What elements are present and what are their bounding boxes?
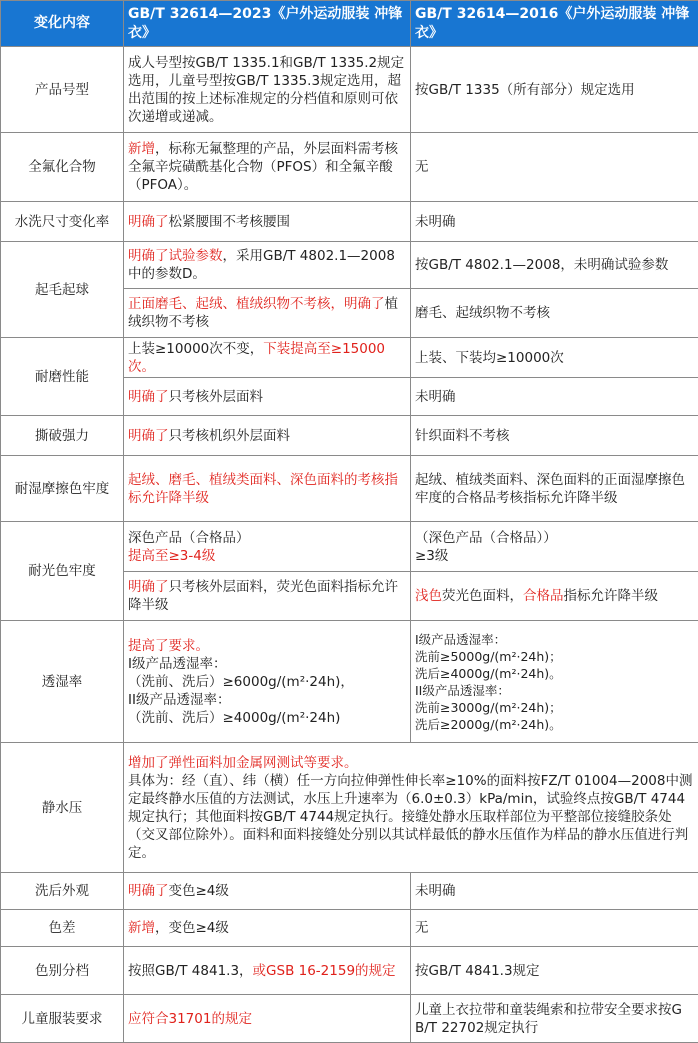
cell-text: ，采用GB/T 4802.1—2008中的参数D。 <box>128 248 395 282</box>
cell-text: 只考核外层面料，荧光色面料指标允许降半级 <box>128 579 398 613</box>
cell-text: II级产品透湿率： <box>128 691 231 708</box>
row-label: 水洗尺寸变化率 <box>1 202 124 242</box>
header-old-standard: GB/T 32614—2016《户外运动服装 冲锋衣》 <box>411 1 698 47</box>
row-label: 撕破强力 <box>1 416 124 456</box>
new-standard-cell <box>124 338 411 378</box>
highlight-text: 新增 <box>128 141 155 157</box>
table-row <box>1 947 698 995</box>
cell-text: 只考核机织外层面料 <box>168 427 290 444</box>
cell-text: 具体为：经（直）、纬（横）任一方向拉伸弹性伸长率≥10%的面料按FZ/T 01004—2008中测定最终静水压值的方法测试，水压上升速率为（6.0±0.3）kPa/min，试验终点按GB/T 4744规定执行；其他面料按GB/T 4744规定执行。接缝处静水压取样部位为平整部位接缝胶条处（交叉部位除外）。面料和面料接缝处分别以其试样最低的静水压值作为样品的静水压值进行判定。 <box>128 772 693 861</box>
new-standard-cell <box>124 873 411 910</box>
table-row <box>1 133 698 202</box>
header-new-standard: GB/T 32614—2023《户外运动服装 冲锋衣》 <box>124 1 411 47</box>
new-standard-cell <box>124 456 411 522</box>
new-standard-cell <box>124 289 411 338</box>
cell-text: （洗前、洗后）≥4000g/(m²·24h) <box>128 709 341 726</box>
cell-text: 植绒织物不考核 <box>128 296 398 330</box>
old-standard-cell: 无 <box>411 910 698 947</box>
new-standard-cell <box>124 242 411 289</box>
cell-text: ≥3级 <box>415 547 449 564</box>
highlight-text: 下装提高至≥15000次。 <box>128 340 386 375</box>
table-row <box>1 242 698 289</box>
highlight-text: 或GSB 16-2159的规定 <box>252 962 396 979</box>
table-row <box>1 621 698 743</box>
old-standard-cell: 按GB/T 4802.1—2008，未明确试验参数 <box>411 242 698 289</box>
row-label: 全氟化合物 <box>1 133 124 202</box>
highlight-text: 明确了试验参数 <box>128 248 223 264</box>
cell-text: 洗后≥2000g/(m²·24h)。 <box>415 716 562 732</box>
cell-text: 上装≥10000次不变， <box>128 340 264 357</box>
table-row <box>1 202 698 242</box>
highlight-text: 合格品 <box>523 588 564 604</box>
row-label: 色别分档 <box>1 947 124 995</box>
row-label: 耐湿摩擦色牢度 <box>1 456 124 522</box>
table-row <box>1 338 698 378</box>
new-standard-cell <box>124 995 411 1043</box>
highlight-text: 明确了 <box>128 579 169 595</box>
new-standard-cell <box>124 202 411 242</box>
highlight-text: 明确了 <box>128 427 169 444</box>
cell-text: 指标允许降半级 <box>563 588 658 604</box>
old-standard-cell: 儿童上衣拉带和童装绳索和拉带安全要求按GB/T 22702规定执行 <box>411 995 698 1043</box>
new-standard-cell <box>124 416 411 456</box>
old-standard-cell: 未明确 <box>411 873 698 910</box>
cell-text: I级产品透湿率： <box>415 631 507 647</box>
cell-text: ，变色≥4级 <box>155 920 229 936</box>
row-label: 耐磨性能 <box>1 338 124 416</box>
old-standard-cell <box>411 572 698 621</box>
highlight-text: 明确了 <box>128 883 169 899</box>
row-label: 静水压 <box>1 743 124 873</box>
cell-text: I级产品透湿率： <box>128 655 227 672</box>
highlight-text: 起绒、磨毛、植绒类面料、深色面料的考核指标允许降半级 <box>128 471 398 506</box>
old-standard-cell: 起绒、植绒类面料、深色面料的正面湿摩擦色牢度的合格品考核指标允许降半级 <box>411 456 698 522</box>
new-standard-cell <box>124 133 411 202</box>
new-standard-cell <box>124 522 411 572</box>
cell-text: 松紧腰围不考核腰围 <box>168 213 290 230</box>
cell-text: 深色产品（合格品） <box>128 529 250 546</box>
new-standard-cell <box>124 910 411 947</box>
cell-text: （洗前、洗后）≥6000g/(m²·24h)， <box>128 673 354 690</box>
table-row <box>1 456 698 522</box>
cell-text: 变色≥4级 <box>168 883 229 899</box>
cell-text: ，标称无氟整理的产品，外层面料需考核全氟辛烷磺酰基化合物（PFOS）和全氟辛酸（PFOA）。 <box>128 141 398 193</box>
cell-text: 只考核外层面料 <box>168 388 263 405</box>
cell-text: 洗前≥5000g/(m²·24h)； <box>415 648 562 664</box>
row-label: 儿童服装要求 <box>1 995 124 1043</box>
row-label: 洗后外观 <box>1 873 124 910</box>
highlight-text: 提高至≥3-4级 <box>128 547 216 564</box>
old-standard-cell: 未明确 <box>411 202 698 242</box>
row-label: 耐光色牢度 <box>1 522 124 621</box>
old-standard-cell: 针织面料不考核 <box>411 416 698 456</box>
header-row <box>1 1 698 47</box>
table-row <box>1 995 698 1043</box>
table-row <box>1 910 698 947</box>
cell-text: （深色产品（合格品）） <box>415 529 557 546</box>
new-standard-cell <box>124 378 411 416</box>
old-standard-cell: 未明确 <box>411 378 698 416</box>
table-row <box>1 522 698 572</box>
highlight-text: 明确了 <box>128 213 169 230</box>
row-label: 色差 <box>1 910 124 947</box>
cell-text: II级产品透湿率： <box>415 682 510 698</box>
row-label: 产品号型 <box>1 47 124 133</box>
highlight-text: 新增 <box>128 920 155 936</box>
highlight-text: 应符合31701的规定 <box>128 1010 252 1027</box>
cell-text: 荧光色面料， <box>442 588 523 604</box>
old-standard-cell: 磨毛、起绒织物不考核 <box>411 289 698 338</box>
new-standard-cell <box>124 621 411 743</box>
table-row <box>1 416 698 456</box>
old-standard-cell: 按GB/T 4841.3规定 <box>411 947 698 995</box>
old-standard-cell: 上装、下装均≥10000次 <box>411 338 698 378</box>
new-standard-cell <box>124 947 411 995</box>
cell-text: 洗前≥3000g/(m²·24h)； <box>415 699 562 715</box>
new-standard-cell: 成人号型按GB/T 1335.1和GB/T 1335.2规定选用，儿童号型按GB/T 1335.3规定选用，超出范围的按上述标准规定的分档值和原则可依次递增或递减。 <box>124 47 411 133</box>
old-standard-cell: 无 <box>411 133 698 202</box>
old-standard-cell <box>411 522 698 572</box>
merged-standard-cell <box>124 743 698 873</box>
new-standard-cell <box>124 572 411 621</box>
highlight-text: 明确了 <box>128 388 169 405</box>
table-row <box>1 873 698 910</box>
header-item: 变化内容 <box>1 1 124 47</box>
row-label: 起毛起球 <box>1 242 124 338</box>
old-standard-cell <box>411 621 698 743</box>
highlight-text: 增加了弹性面料加金属网测试等要求。 <box>128 754 358 771</box>
table-row <box>1 743 698 873</box>
highlight-text: 提高了要求。 <box>128 637 209 654</box>
cell-text: 洗后≥4000g/(m²·24h)。 <box>415 665 562 681</box>
row-label: 透湿率 <box>1 621 124 743</box>
cell-text: 按照GB/T 4841.3， <box>128 962 253 979</box>
highlight-text: 正面磨毛、起绒、植绒织物不考核，明确了 <box>128 296 385 312</box>
old-standard-cell: 按GB/T 1335（所有部分）规定选用 <box>411 47 698 133</box>
highlight-text: 浅色 <box>415 588 442 604</box>
table-row <box>1 47 698 133</box>
